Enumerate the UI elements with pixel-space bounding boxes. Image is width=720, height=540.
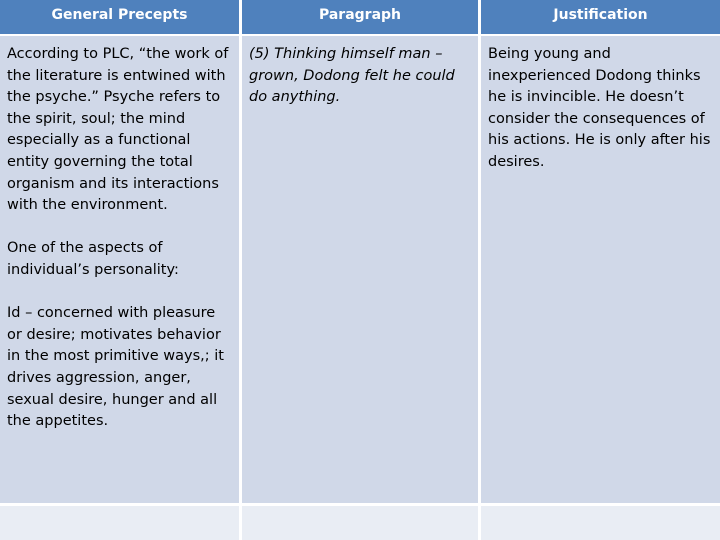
general-precepts-cell <box>0 36 239 503</box>
empty-cell-2 <box>242 506 478 540</box>
paragraph-cell <box>242 36 478 503</box>
paragraph-quote-text: (5) Thinking himself man – grown, Dodong felt he could do anything. <box>249 46 455 106</box>
header-justification: Justification <box>481 0 720 34</box>
precept-personality-text: One of the aspects of individual’s personality: <box>7 240 179 278</box>
justification-text: Being young and inexperienced Dodong thinks he is invincible. He doesn’t consider the consequences of his actions. He is only after his desires. <box>488 46 711 170</box>
precept-psyche-text: According to PLC, “the work of the literature is entwined with the psyche.” Psyche refers to the spirit, soul; the mind especially as a functional entity governing the total organism and its interactions with the environment. <box>7 46 229 214</box>
header-paragraph: Paragraph <box>242 0 478 34</box>
empty-cell-1 <box>0 506 239 540</box>
precept-id-text: Id – concerned with pleasure or desire; motivates behavior in the most primitive ways,; it drives aggression, anger, sexual desire, hunger and all the appetites. <box>7 305 224 430</box>
header-general-precepts: General Precepts <box>0 0 239 34</box>
empty-cell-3 <box>481 506 720 540</box>
justification-cell <box>481 36 720 503</box>
